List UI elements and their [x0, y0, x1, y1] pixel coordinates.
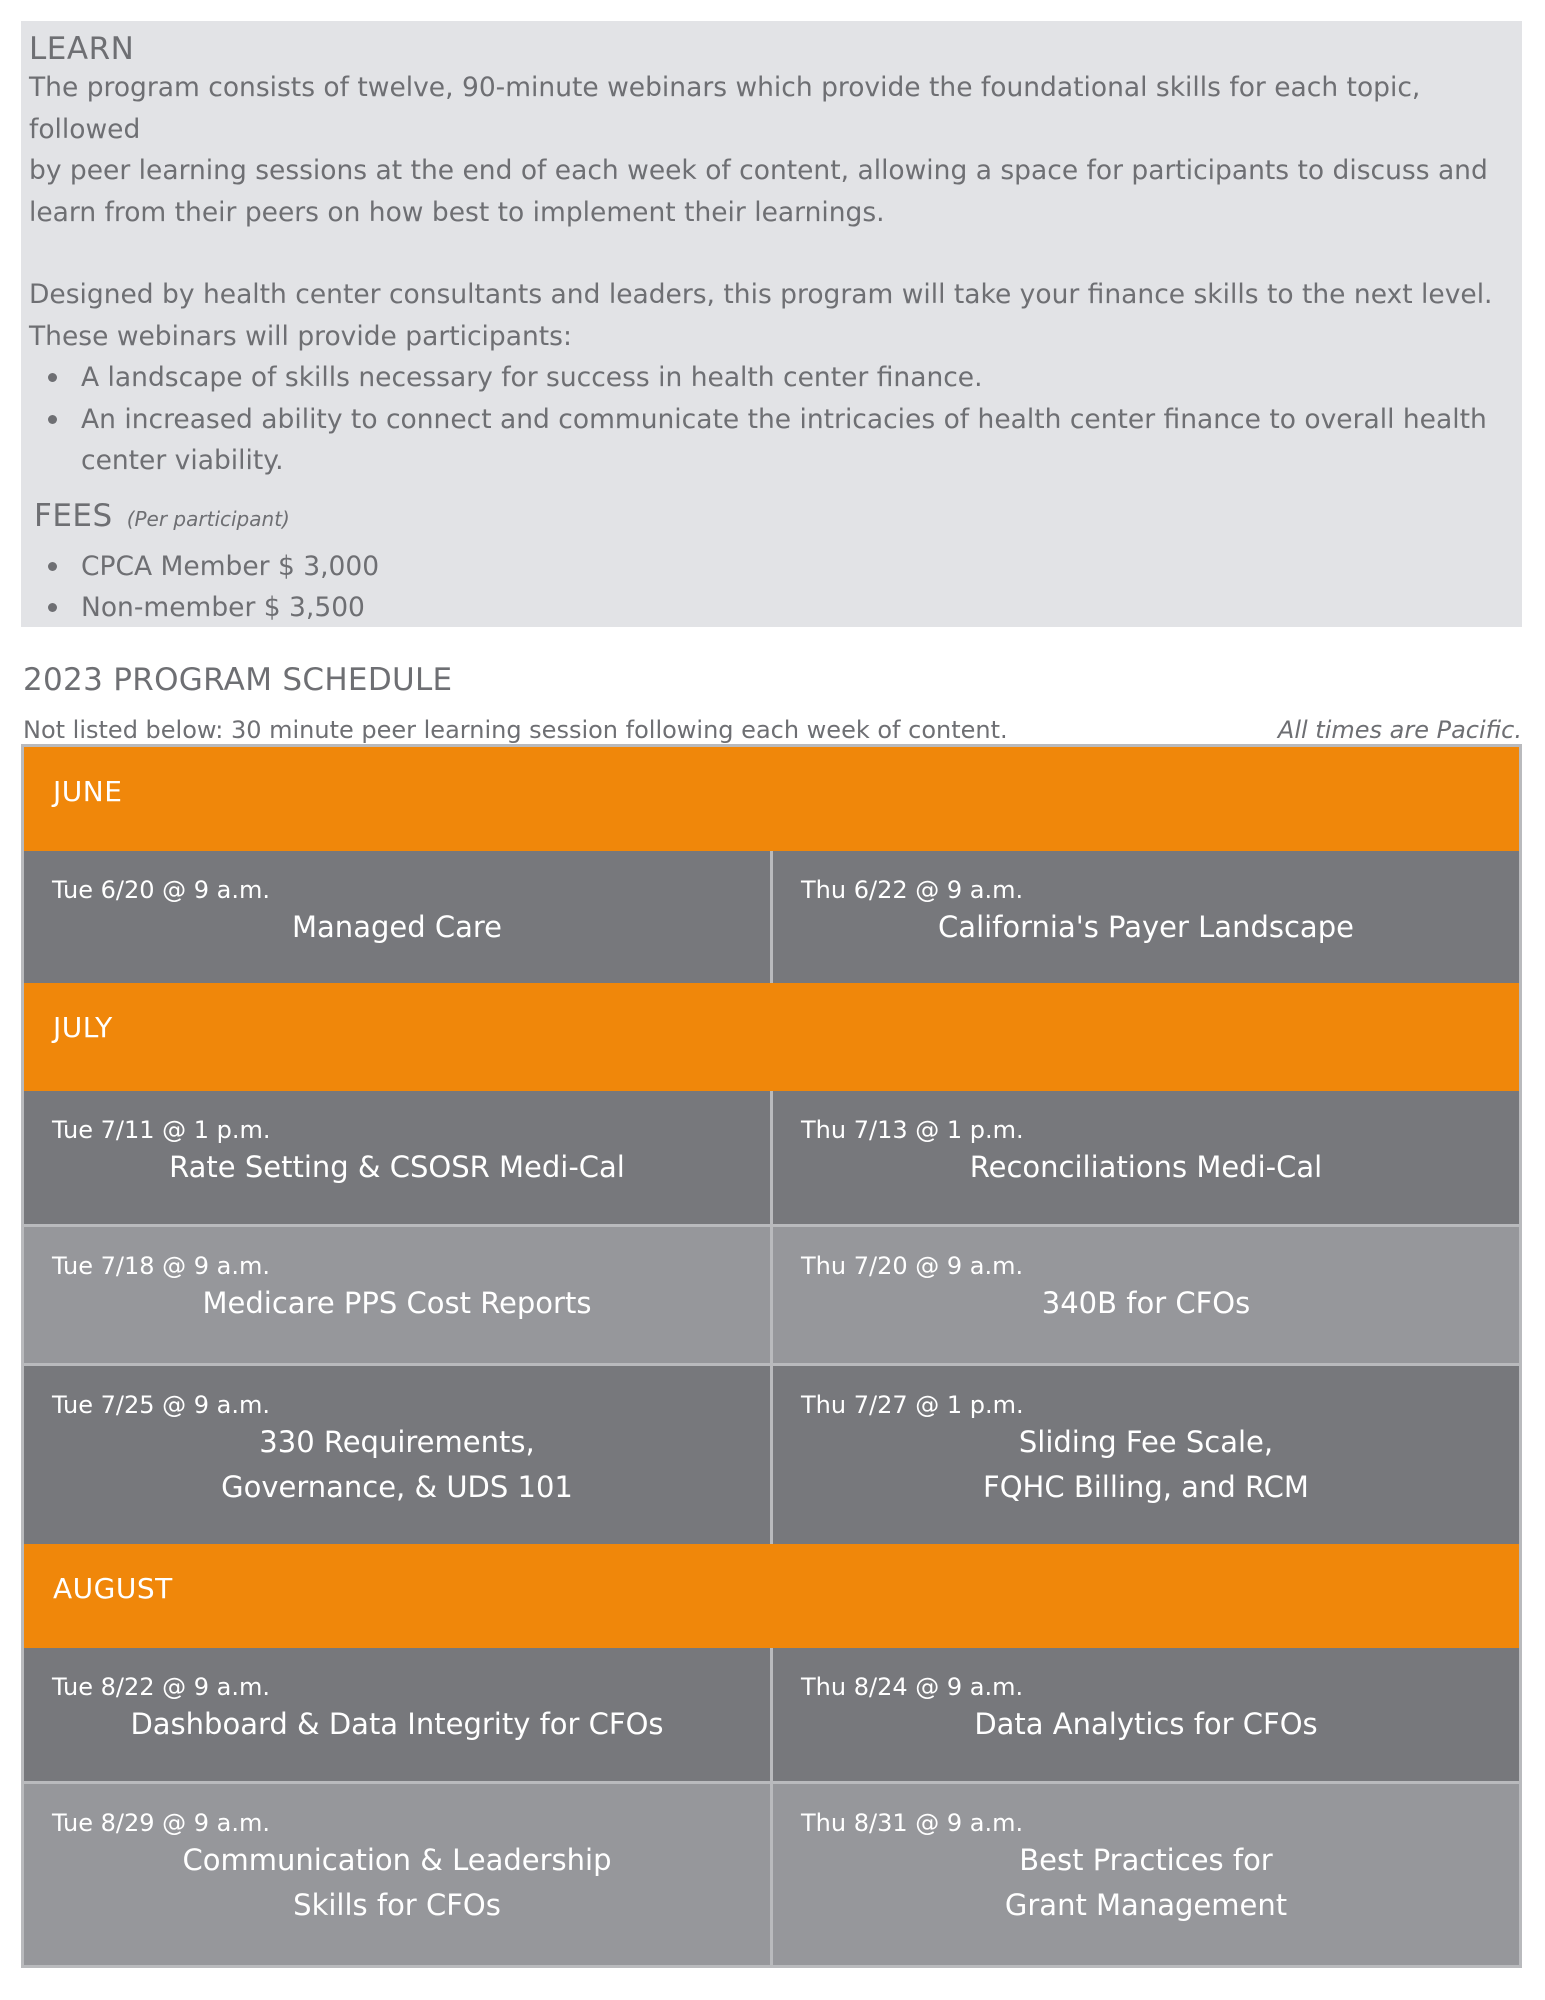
bullet-icon [48, 415, 57, 424]
paragraph-line: Designed by health center consultants and leaders, this program will take your finance skills to the next level. [29, 279, 1493, 310]
session-cell [773, 1227, 1519, 1363]
session-title: Medicare PPS Cost Reports [202, 1286, 592, 1320]
session-datetime: Tue 7/25 @ 9 a.m. [52, 1391, 271, 1419]
schedule-title: 2023 PROGRAM SCHEDULE [23, 662, 453, 698]
fee-text: Non-member $ 3,500 [81, 592, 365, 623]
session-cell [773, 1784, 1519, 1965]
session-datetime: Thu 7/27 @ 1 p.m. [801, 1391, 1024, 1419]
session-cell [24, 1227, 770, 1363]
learn-paragraph-2 [29, 274, 1514, 357]
session-cell [24, 851, 770, 983]
bullet-icon [48, 373, 57, 382]
table-row [24, 1091, 1519, 1224]
fees-header [29, 498, 1514, 534]
fees-list [29, 546, 1514, 629]
session-cell [24, 1091, 770, 1224]
bullet-text: An increased ability to connect and communicate the intricacies of health center finance to overall health center viability. [81, 403, 1487, 476]
list-item [29, 399, 1514, 482]
session-datetime: Tue 8/22 @ 9 a.m. [52, 1673, 271, 1701]
learn-panel [21, 21, 1522, 627]
learn-heading: LEARN [29, 31, 135, 67]
session-cell [773, 1091, 1519, 1224]
session-title: 330 Requirements, Governance, & UDS 101 [221, 1425, 573, 1504]
session-datetime: Thu 6/22 @ 9 a.m. [801, 876, 1024, 904]
learn-bullet-list [29, 357, 1514, 482]
session-title: California's Payer Landscape [938, 910, 1354, 944]
table-row [24, 851, 1519, 983]
schedule-subtitle: Not listed below: 30 minute peer learning session following each week of content. [23, 716, 1008, 744]
table-row [24, 1227, 1519, 1363]
month-header-august: AUGUST [24, 1544, 1519, 1648]
schedule-subtitle-row [23, 712, 1522, 748]
session-datetime: Tue 7/11 @ 1 p.m. [52, 1116, 271, 1144]
fees-note: (Per participant) [126, 506, 290, 531]
session-cell [773, 1648, 1519, 1781]
fee-text: CPCA Member $ 3,000 [81, 550, 380, 582]
paragraph-line: The program consists of twelve, 90-minute webinars which provide the foundational skills for each topic, followed [29, 72, 1421, 145]
session-datetime: Tue 7/18 @ 9 a.m. [52, 1252, 271, 1280]
table-row [24, 1366, 1519, 1544]
bullet-icon [48, 562, 57, 571]
session-cell [773, 1366, 1519, 1544]
session-datetime: Thu 7/13 @ 1 p.m. [801, 1116, 1024, 1144]
table-row [24, 1784, 1519, 1965]
session-datetime: Thu 8/31 @ 9 a.m. [801, 1809, 1024, 1837]
session-datetime: Thu 7/20 @ 9 a.m. [801, 1252, 1024, 1280]
session-title: Managed Care [292, 910, 502, 944]
bullet-text: A landscape of skills necessary for success in health center finance. [81, 362, 983, 393]
bullet-icon [48, 603, 57, 612]
session-cell [24, 1648, 770, 1781]
fees-heading: FEES [34, 497, 113, 534]
session-datetime: Tue 8/29 @ 9 a.m. [52, 1809, 271, 1837]
list-item [29, 587, 1514, 629]
learn-paragraph-1 [29, 67, 1514, 233]
paragraph-line: by peer learning sessions at the end of each week of content, allowing a space for participants to discuss and [29, 155, 1488, 186]
paragraph-line: These webinars will provide participants: [29, 320, 572, 352]
session-title: Dashboard & Data Integrity for CFOs [130, 1707, 664, 1741]
session-cell [24, 1784, 770, 1965]
paragraph-line: learn from their peers on how best to implement their learnings. [29, 196, 885, 228]
month-header-july: JULY [24, 983, 1519, 1091]
session-title: Data Analytics for CFOs [974, 1707, 1318, 1741]
list-item [29, 357, 1514, 399]
session-cell [24, 1366, 770, 1544]
schedule-table [21, 744, 1522, 1968]
session-title: Best Practices for Grant Management [1004, 1843, 1288, 1922]
table-row [24, 1648, 1519, 1781]
session-title: Sliding Fee Scale, FQHC Billing, and RCM [983, 1425, 1309, 1504]
timezone-note: All times are Pacific. [1277, 716, 1522, 744]
session-datetime: Thu 8/24 @ 9 a.m. [801, 1673, 1024, 1701]
month-header-june: JUNE [24, 747, 1519, 851]
session-title: Communication & Leadership Skills for CFOs [182, 1843, 612, 1922]
session-title: Rate Setting & CSOSR Medi-Cal [169, 1150, 625, 1184]
session-datetime: Tue 6/20 @ 9 a.m. [52, 876, 271, 904]
list-item [29, 546, 1514, 588]
session-title: 340B for CFOs [1041, 1286, 1251, 1320]
session-title: Reconciliations Medi-Cal [969, 1150, 1323, 1184]
session-cell [773, 851, 1519, 983]
